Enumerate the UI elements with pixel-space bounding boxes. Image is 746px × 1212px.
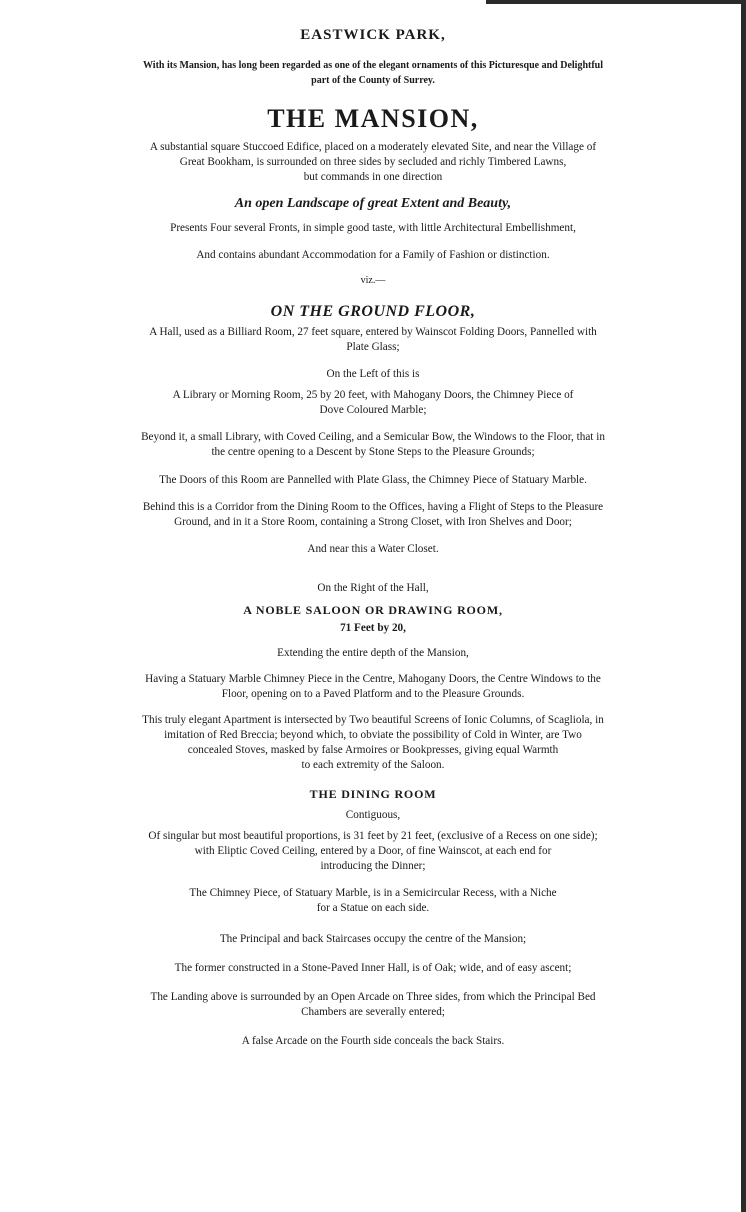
statuary-line-1: Having a Statuary Marble Chimney Piece in the Centre, Mahogany Doors, the Centre Windows to the	[145, 673, 601, 685]
hall-block	[0, 325, 746, 355]
landing-line-1: The Landing above is surrounded by an Open Arcade on Three sides, from which the Principal Bed	[150, 991, 596, 1003]
intro-line-1: With its Mansion, has long been regarded as one of the elegant ornaments of this Picturesque and Delightful	[142, 60, 604, 71]
landing-line-2: Chambers are severally entered;	[301, 1006, 445, 1018]
false-arcade-line: A false Arcade on the Fourth side conceals the back Stairs.	[241, 1035, 505, 1047]
small-library-line-2: the centre opening to a Descent by Stone Steps to the Pleasure Grounds;	[211, 446, 535, 458]
extending-line: Extending the entire depth of the Mansion,	[277, 647, 469, 659]
intro-block	[0, 58, 746, 88]
dining-desc-block	[0, 829, 746, 874]
apartment-block	[0, 713, 746, 773]
heading-ground-floor: ON THE GROUND FLOOR,	[270, 303, 476, 320]
staircases-line: The Principal and back Staircases occupy the centre of the Mansion;	[219, 933, 527, 945]
document-body	[0, 26, 746, 1049]
saloon-size-line: 71 Feet by 20,	[340, 622, 406, 634]
title-eastwick-park: EASTWICK PARK,	[300, 27, 446, 43]
scan-edge-top	[486, 0, 746, 4]
chimney-line-2: for a Statue on each side.	[316, 902, 430, 914]
library-morning-block	[0, 388, 746, 418]
fronts-line: Presents Four several Fronts, in simple good taste, with little Architectural Embellishment,	[170, 222, 576, 234]
contiguous-line: Contiguous,	[345, 809, 401, 821]
mansion-desc-line-1: A substantial square Stuccoed Edifice, placed on a moderately elevated Site, and near the Village of	[149, 141, 597, 153]
apartment-line-2: imitation of Red Breccia; beyond which, to obviate the possibility of Cold in Winter, are Two	[164, 729, 582, 741]
chimney-block	[0, 886, 746, 916]
statuary-block	[0, 672, 746, 702]
water-closet-line: And near this a Water Closet.	[307, 543, 439, 555]
mansion-desc-line-2: Great Bookham, is surrounded on three sides by secluded and richly Timbered Lawns,	[179, 156, 567, 168]
intro-line-2: part of the County of Surrey.	[311, 75, 435, 86]
right-of-hall-line: On the Right of the Hall,	[317, 582, 429, 594]
corridor-line-1: Behind this is a Corridor from the Dining Room to the Offices, having a Flight of Steps to the Pleasure	[142, 501, 604, 513]
mansion-desc-block	[0, 140, 746, 185]
small-library-block	[0, 430, 746, 460]
apartment-line-1: This truly elegant Apartment is intersected by Two beautiful Screens of Ionic Columns, of Scagliola, in	[142, 714, 604, 726]
statuary-line-2: Floor, opening on to a Paved Platform and to the Pleasure Grounds.	[221, 688, 525, 700]
landing-block	[0, 990, 746, 1020]
viz-line: viz.—	[360, 275, 386, 286]
apartment-line-3: concealed Stoves, masked by false Armoires or Bookpresses, giving equal Warmth	[187, 744, 559, 756]
heading-noble-saloon: A NOBLE SALOON OR DRAWING ROOM,	[243, 603, 503, 617]
hall-line-1: A Hall, used as a Billiard Room, 27 feet square, entered by Wainscot Folding Doors, Pannelled with	[149, 326, 597, 338]
dining-desc-line-2: with Eliptic Coved Ceiling, entered by a Door, of fine Wainscot, at each end for	[194, 845, 552, 857]
corridor-block	[0, 500, 746, 530]
landscape-line: An open Landscape of great Extent and Beauty,	[234, 196, 512, 211]
library-morning-line-1: A Library or Morning Room, 25 by 20 feet, with Mahogany Doors, the Chimney Piece of	[172, 389, 574, 401]
corridor-line-2: Ground, and in it a Store Room, containing a Strong Closet, with Iron Shelves and Door;	[174, 516, 572, 528]
apartment-line-4: to each extremity of the Saloon.	[301, 759, 445, 771]
accommodation-line: And contains abundant Accommodation for a Family of Fashion or distinction.	[196, 249, 550, 261]
library-morning-line-2: Dove Coloured Marble;	[319, 404, 427, 416]
dining-desc-line-3: introducing the Dinner;	[320, 860, 426, 872]
doors-room-line: The Doors of this Room are Pannelled with Plate Glass, the Chimney Piece of Statuary Marble.	[159, 474, 587, 486]
small-library-line-1: Beyond it, a small Library, with Coved Ceiling, and a Semicular Bow, the Windows to the Floor, that in	[141, 431, 605, 443]
dining-desc-line-1: Of singular but most beautiful proportions, is 31 feet by 21 feet, (exclusive of a Recess on one side);	[148, 830, 598, 842]
heading-dining-room: THE DINING ROOM	[309, 787, 437, 801]
left-of-this-line: On the Left of this is	[326, 368, 420, 380]
former-line: The former constructed in a Stone-Paved Inner Hall, is of Oak; wide, and of easy ascent;	[174, 962, 572, 974]
chimney-line-1: The Chimney Piece, of Statuary Marble, is in a Semicircular Recess, with a Niche	[189, 887, 557, 899]
hall-line-2: Plate Glass;	[346, 341, 400, 353]
heading-the-mansion: THE MANSION,	[267, 104, 479, 133]
mansion-desc-line-3: but commands in one direction	[303, 171, 443, 183]
